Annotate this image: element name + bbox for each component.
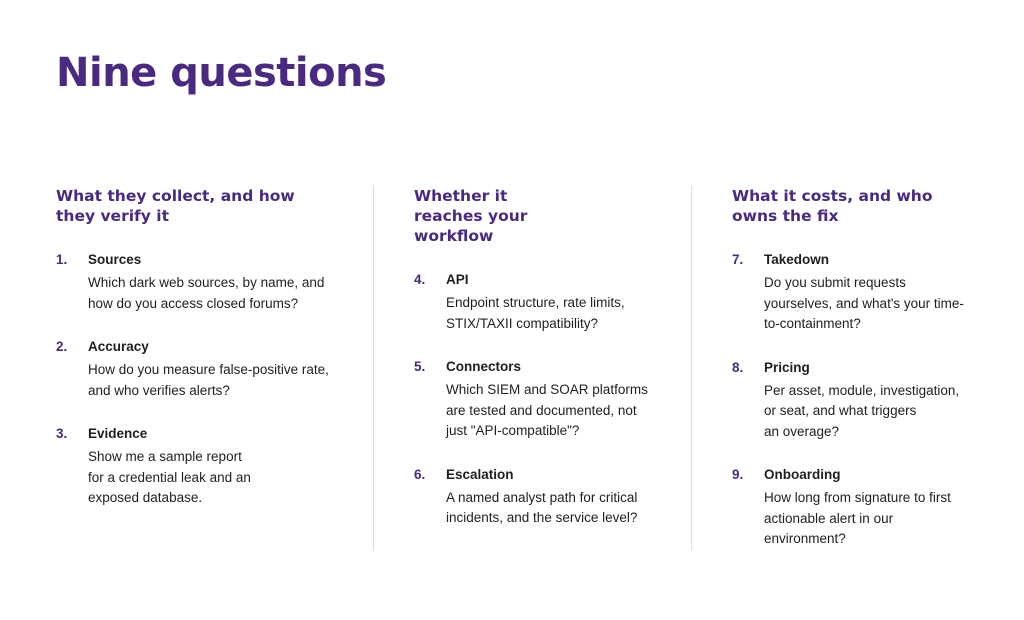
- question-text: A named analyst path for critical incidents, and the service level?: [446, 489, 638, 525]
- column-heading: What they collect, and how they verify it: [56, 187, 295, 225]
- question-text: Show me a sample report for a credential leak and an exposed database.: [88, 449, 251, 505]
- question-title: Connectors: [446, 359, 522, 374]
- column-divider: [373, 186, 374, 550]
- question-number: 6.: [414, 466, 426, 482]
- question-text: How long from signature to first actionable alert in our environment?: [764, 490, 951, 546]
- question-column-costs: [732, 186, 1022, 573]
- question-title: Sources: [88, 252, 142, 267]
- question-item: [732, 358, 1022, 443]
- question-text: Per asset, module, investigation, or seat, and what triggers an overage?: [764, 382, 960, 439]
- question-number: 7.: [732, 252, 744, 267]
- question-text: How do you measure false-positive rate, and who verifies alerts?: [88, 362, 329, 398]
- column-heading: What it costs, and who owns the fix: [732, 187, 933, 225]
- question-title: Takedown: [764, 252, 830, 267]
- question-title: Accuracy: [88, 339, 149, 354]
- question-number: 2.: [56, 339, 68, 354]
- question-number: 9.: [732, 467, 744, 482]
- question-column-workflow: [414, 186, 704, 552]
- question-title: Onboarding: [764, 467, 841, 482]
- column-heading: Whether it reaches your workflow: [414, 187, 528, 245]
- question-item: [414, 270, 704, 334]
- question-number: 3.: [56, 426, 68, 441]
- question-column-collect: [56, 186, 346, 532]
- question-item: [56, 250, 346, 314]
- question-title: Pricing: [764, 359, 810, 375]
- question-text: Which SIEM and SOAR platforms are tested and documented, not just "API-compatible"?: [446, 382, 648, 438]
- question-title: Evidence: [88, 426, 148, 441]
- question-text: Endpoint structure, rate limits, STIX/TAXII compatibility?: [446, 295, 625, 331]
- question-title: Escalation: [446, 466, 514, 482]
- question-item: [56, 337, 346, 401]
- question-text: Do you submit requests yourselves, and what's your time- to-containment?: [764, 275, 964, 331]
- question-item: [414, 357, 704, 442]
- question-item: [56, 424, 346, 509]
- question-title: API: [446, 272, 469, 287]
- question-number: 5.: [414, 359, 426, 374]
- question-item: [732, 250, 1022, 335]
- question-number: 8.: [732, 359, 744, 375]
- question-number: 1.: [56, 252, 68, 267]
- page-title: Nine questions: [56, 50, 387, 96]
- question-item: [732, 465, 1022, 550]
- question-item: [414, 465, 704, 529]
- question-number: 4.: [414, 272, 426, 287]
- question-text: Which dark web sources, by name, and how do you access closed forums?: [88, 275, 325, 311]
